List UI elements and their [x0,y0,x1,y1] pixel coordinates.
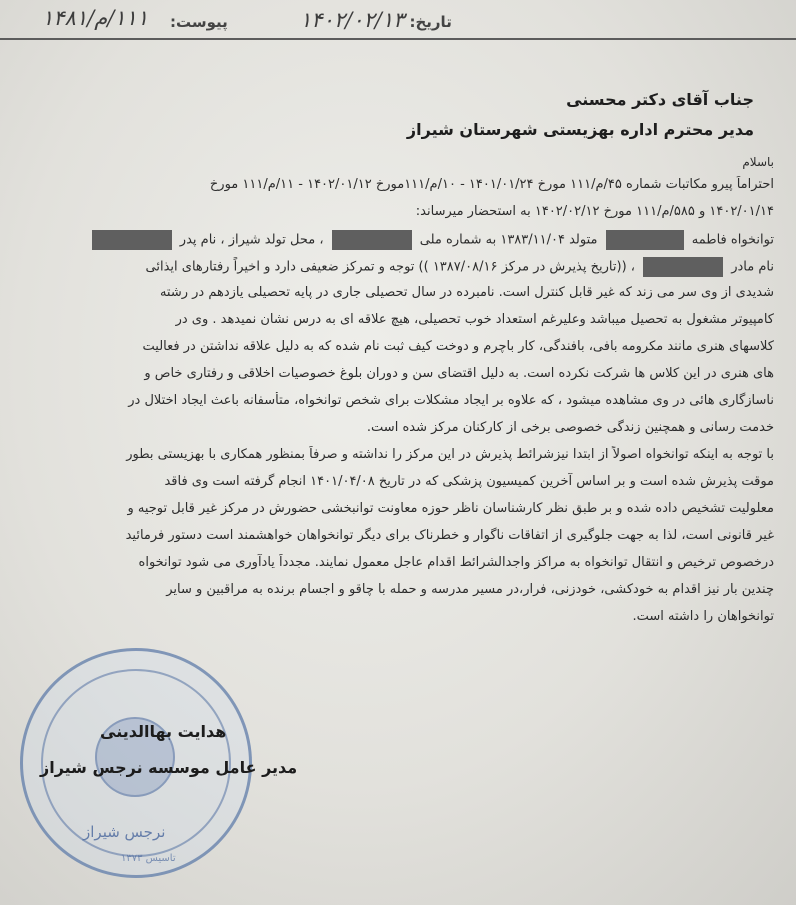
body-line: درخصوص ترخیص و انتقال توانخواه به مراکز واجدالشرائط اقدام عاجل معمول نمایند. مجدداً یادآوری می شود توانخواه [138,555,774,570]
recipient-title: مدیر محترم اداره بهزیستی شهرستان شیراز [406,120,754,139]
body-line: های هنری در این کلاس ها شرکت نکرده است. به دلیل اقتضای سن و دوران بلوغ خصوصیات اخلاقی و رفتاری خاص و [144,366,774,381]
stamp-org-name: نرجس شیراز [83,823,166,841]
date-value: ۱۴۰۲/۰۲/۱۳ [300,8,405,32]
body-line: موقت پذیرش شده است و بر اساس آخرین کمیسیون پزشکی که در تاریخ ۱۴۰۱/۰۴/۰۸ انجام گرفته است وی فاقد [164,474,774,489]
redaction-block [643,257,723,277]
redaction-block [92,230,172,250]
body-line: توانخواهان را داشته است. [632,609,774,624]
redaction-block [332,230,412,250]
body-line: ناسازگاری هائی در وی مشاهده میشود ، که علاوه بر ایجاد مشکلات برای شخص توانخواه، متأسفانه باعث ایجاد اختلال در [128,393,774,408]
redaction-block [606,230,684,250]
recipient-name: جناب آقای دکتر محسنی [566,90,754,109]
body-line: غیر قانونی است، لذا به جهت جلوگیری از اتفاقات ناگوار و خطرناک برای دیگر توانخواهان خواهشمند است دستور فرمائید [125,528,774,543]
signer-title: مدیر عامل موسسه نرجس شیراز [40,758,298,777]
greeting: باسلام [742,155,774,169]
stamp-date: تاسیس ۱۳۷۳ [121,853,176,864]
date-field [300,8,452,32]
date-label: تاریخ: [409,13,452,31]
body-line: با توجه به اینکه توانخواه اصولاً از ابتدا نیزشرائط پذیرش در این مرکز را نداشته و صرفاً بمنظور همکاری با بهزیستی بطور [126,447,774,462]
header-divider [0,38,796,40]
body-line: ۱۴۰۲/۰۱/۱۴ و ۵۸۵/م/۱۱۱ مورخ ۱۴۰۲/۰۲/۱۲ به استحضار میرساند: [415,204,774,219]
signer-name: هدایت بهاالدینی [100,722,227,741]
body-line: چندین بار نیز اقدام به خودکشی، خودزنی، فرار،در مسیر مدرسه و حمله با چاقو و اجسام برنده به مراقبین و سایر [166,582,774,597]
body-line: توانخواه فاطمه متولد ۱۳۸۳/۱۱/۰۴ به شماره ملی ، محل تولد شیراز ، نام پدر [20,230,774,250]
body-line: معلولیت تشخیص داده شده و بر طبق نظر کارشناسان ناظر حوزه معاونت توانبخشی حضورش در مرکز غیر قابل توجیه و [127,501,774,516]
body-line: شدیدی از وی سر می زند که غیر قابل کنترل است. نامبرده در سال تحصیلی جاری در پایه تحصیلی یازدهم در رشته [159,285,774,300]
body-line: کامپیوتر مشغول به تحصیل میباشد وعلیرغم استعداد خوب تحصیلی، هیچ علاقه ای به درس نشان نمیدهد . وی در [175,312,774,327]
attachment-label: پیوست: [170,13,228,31]
body-line: نام مادر ، ((تاریخ پذیرش در مرکز ۱۳۸۷/۰۸/۱۶ )) توجه و تمرکز ضعیفی دارد و اخیراً رفتارهای ایذائی [20,257,774,277]
body-line: احتراماً پیرو مکاتبات شماره ۴۵/م/۱۱۱ مورخ ۱۴۰۱/۰۱/۲۴ - ۱۰/م/۱۱۱مورخ ۱۴۰۲/۰۱/۱۲ - ۱۱/م/۱۱۱ مورخ [209,177,774,192]
number-value: ۱۱۱/م/۱۴۸۱ [42,6,149,30]
body-line: کلاسهای هنری مانند مکرومه بافی، بافندگی، کار باچرم و دوخت کیف ثبت نام شده که به دلیل علاقه نداشتن در فعالیت [142,339,774,354]
body-line: خدمت رسانی و همچنین زندگی خصوصی برخی از کارکنان مرکز شده است. [366,420,774,435]
